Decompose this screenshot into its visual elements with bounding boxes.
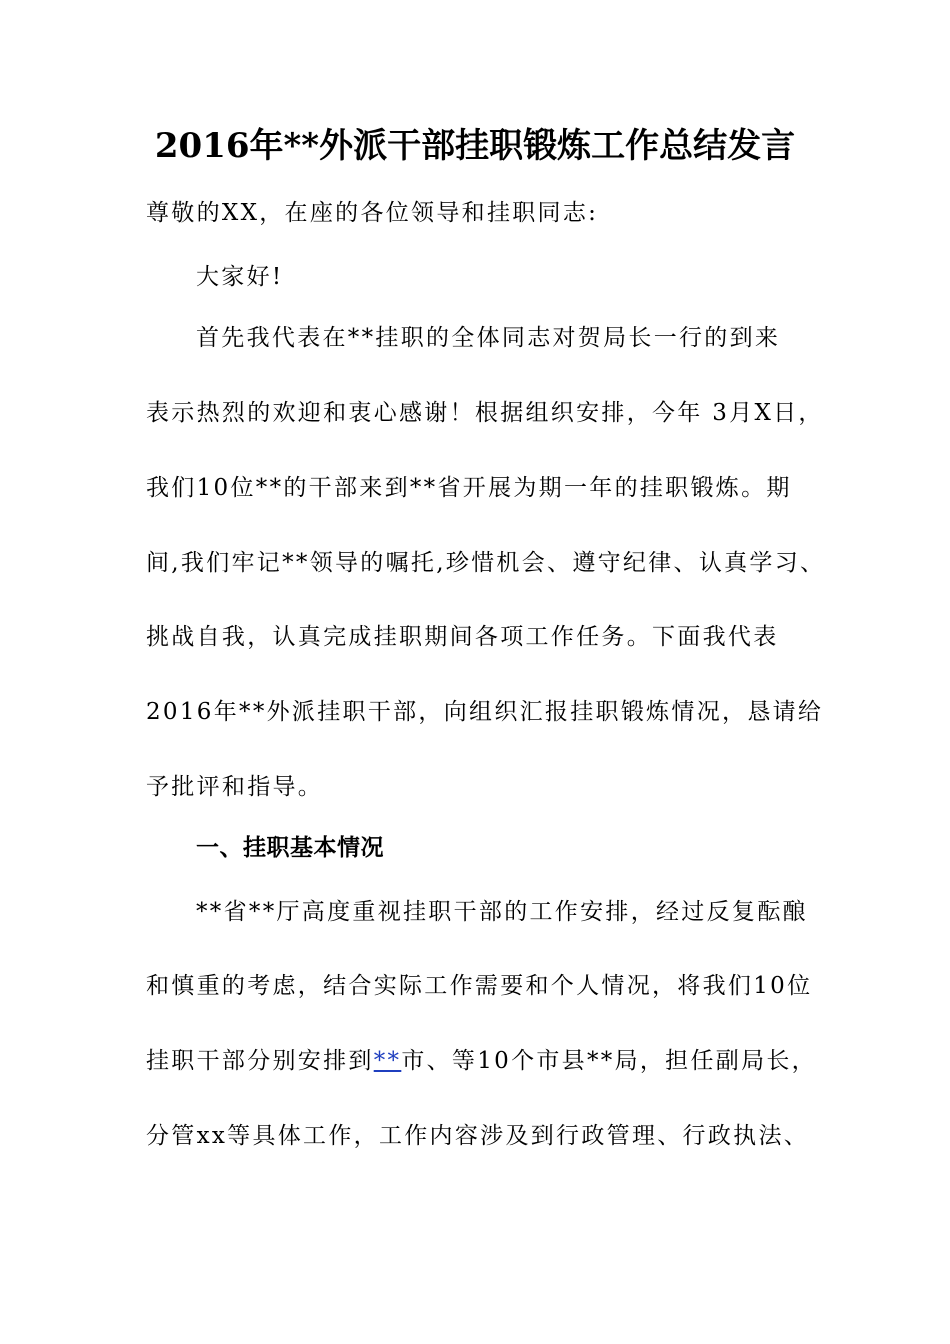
intro-line-4: 间,我们牢记**领导的嘱托,珍惜机会、遵守纪律、认真学习、 [146,550,826,576]
section1-line-1: **省**厅高度重视挂职干部的工作安排，经过反复酝酿 [196,899,808,925]
section1-line-2: 和慎重的考虑，结合实际工作需要和个人情况，将我们10位 [146,973,813,999]
section1-line-4: 分管xx等具体工作，工作内容涉及到行政管理、行政执法、 [146,1123,810,1149]
intro-line-7: 予批评和指导。 [146,774,324,800]
section-heading-basic-info: 一、挂职基本情况 [196,835,384,861]
greeting: 大家好! [196,264,284,290]
section1-line-3 [146,1046,826,1076]
intro-line-5: 挑战自我，认真完成挂职期间各项工作任务。下面我代表 [146,624,779,650]
document-title: 2016年**外派干部挂职锻炼工作总结发言 [154,126,796,166]
intro-line-2: 表示热烈的欢迎和衷心感谢！根据组织安排，今年 3月X日， [146,400,824,426]
intro-line-1: 首先我代表在**挂职的全体同志对贺局长一行的到来 [196,325,781,351]
section1-line-3-before: 挂职干部分别安排到 [146,1048,374,1074]
section1-line-3-after: 市、等10个市县**局，担任副局长， [401,1048,817,1074]
intro-line-3: 我们10位**的干部来到**省开展为期一年的挂职锻炼。期 [146,475,792,501]
city-link[interactable]: ** [373,1048,402,1074]
salutation: 尊敬的XX，在座的各位领导和挂职同志: [146,200,599,226]
intro-line-6: 2016年**外派挂职干部，向组织汇报挂职锻炼情况，恳请给 [146,699,824,725]
